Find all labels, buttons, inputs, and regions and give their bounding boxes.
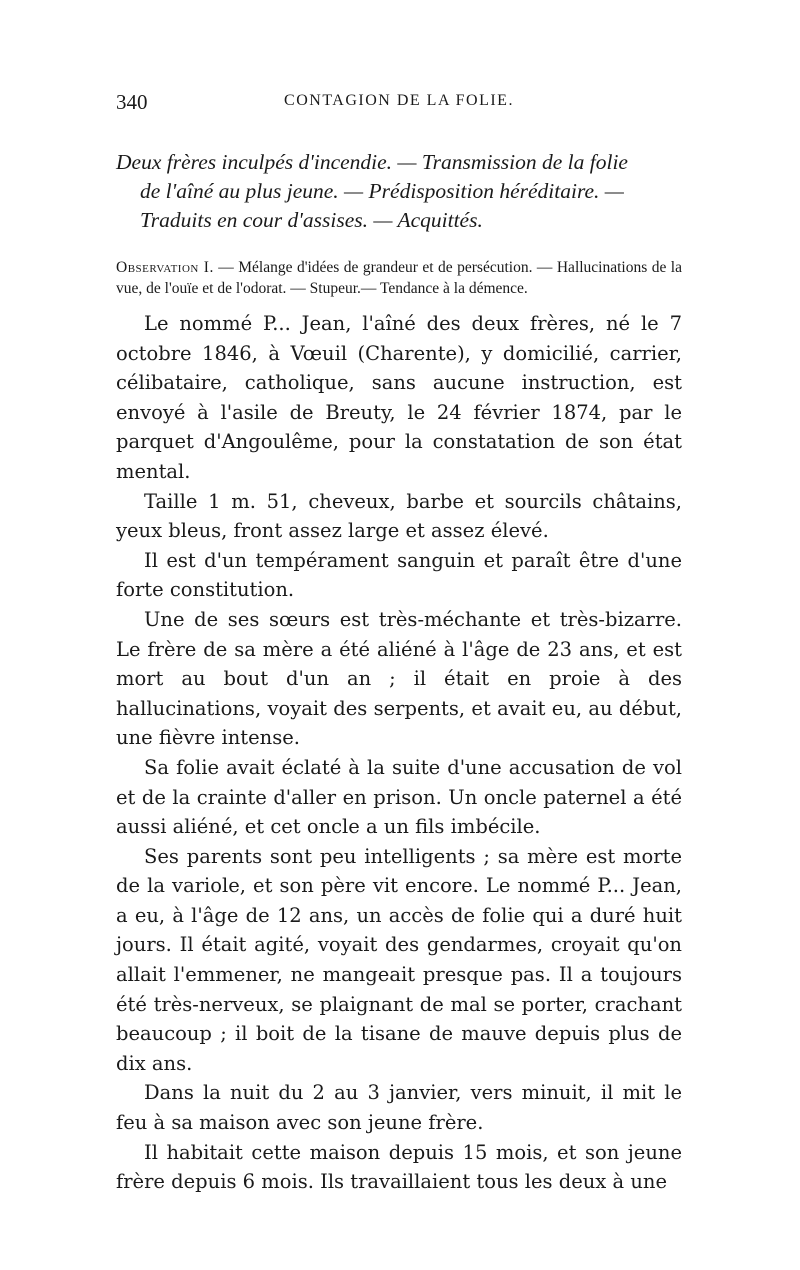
paragraph: Taille 1 m. 51, cheveux, barbe et sourcils châtains, yeux bleus, front assez large et assez élevé.	[116, 489, 682, 543]
running-title: CONTAGION DE LA FOLIE.	[284, 92, 514, 109]
chapter-heading-line: Deux frères inculpés d'incendie. — Transmission de la folie	[116, 150, 628, 174]
paragraph: Il habitait cette maison depuis 15 mois, et son jeune frère depuis 6 mois. Ils travaillaient tous les deux à une	[116, 1140, 682, 1194]
book-page	[116, 90, 682, 1197]
chapter-heading-line: Traduits en cour d'assises. — Acquittés.	[140, 208, 483, 232]
page-number: 340	[116, 90, 148, 114]
paragraph: Une de ses sœurs est très-méchante et très-bizarre. Le frère de sa mère a été aliéné à l'âge de 23 ans, et est mort au bout d'un an ; il était en proie à des hallucinations, voyait des serpents, et avait eu, au début, une fièvre intense.	[116, 607, 682, 750]
paragraph: Le nommé P... Jean, l'aîné des deux frères, né le 7 octobre 1846, à Vœuil (Charente), y domicilié, carrier, célibataire, catholique, sans aucune instruction, est envoyé à l'asile de Breuty, le 24 février 1874, par le parquet d'Angoulême, pour la constatation de son état mental.	[116, 312, 682, 483]
running-head	[116, 90, 682, 120]
paragraph: Il est d'un tempérament sanguin et paraît être d'une forte constitution.	[116, 548, 682, 602]
paragraph: Sa folie avait éclaté à la suite d'une accusation de vol et de la crainte d'aller en prison. Un oncle paternel a été aussi aliéné, et cet oncle a un fils imbécile.	[116, 755, 682, 839]
chapter-heading	[116, 148, 682, 235]
body-text	[116, 309, 682, 1197]
paragraph: Dans la nuit du 2 au 3 janvier, vers minuit, il mit le feu à sa maison avec son jeune frère.	[116, 1081, 682, 1135]
observation-text: — Mélange d'idées de grandeur et de persécution. — Hallucinations de la vue, de l'ouïe et de l'odorat. — Stupeur.— Tendance à la démence.	[116, 259, 682, 297]
chapter-heading-line: de l'aîné au plus jeune. — Prédisposition héréditaire. —	[140, 179, 624, 203]
paragraph: Ses parents sont peu intelligents ; sa mère est morte de la variole, et son père vit encore. Le nommé P... Jean, a eu, à l'âge de 12 ans, un accès de folie qui a duré huit jours. Il était agité, voyait des gendarmes, croyait qu'on allait l'emmener, ne mangeait presque pas. Il a toujours été très-nerveux, se plaignant de mal se porter, crachant beaucoup ; il boit de la tisane de mauve depuis plus de dix ans.	[116, 844, 682, 1075]
observation-summary	[116, 257, 682, 299]
observation-label: Observation I.	[116, 259, 214, 276]
